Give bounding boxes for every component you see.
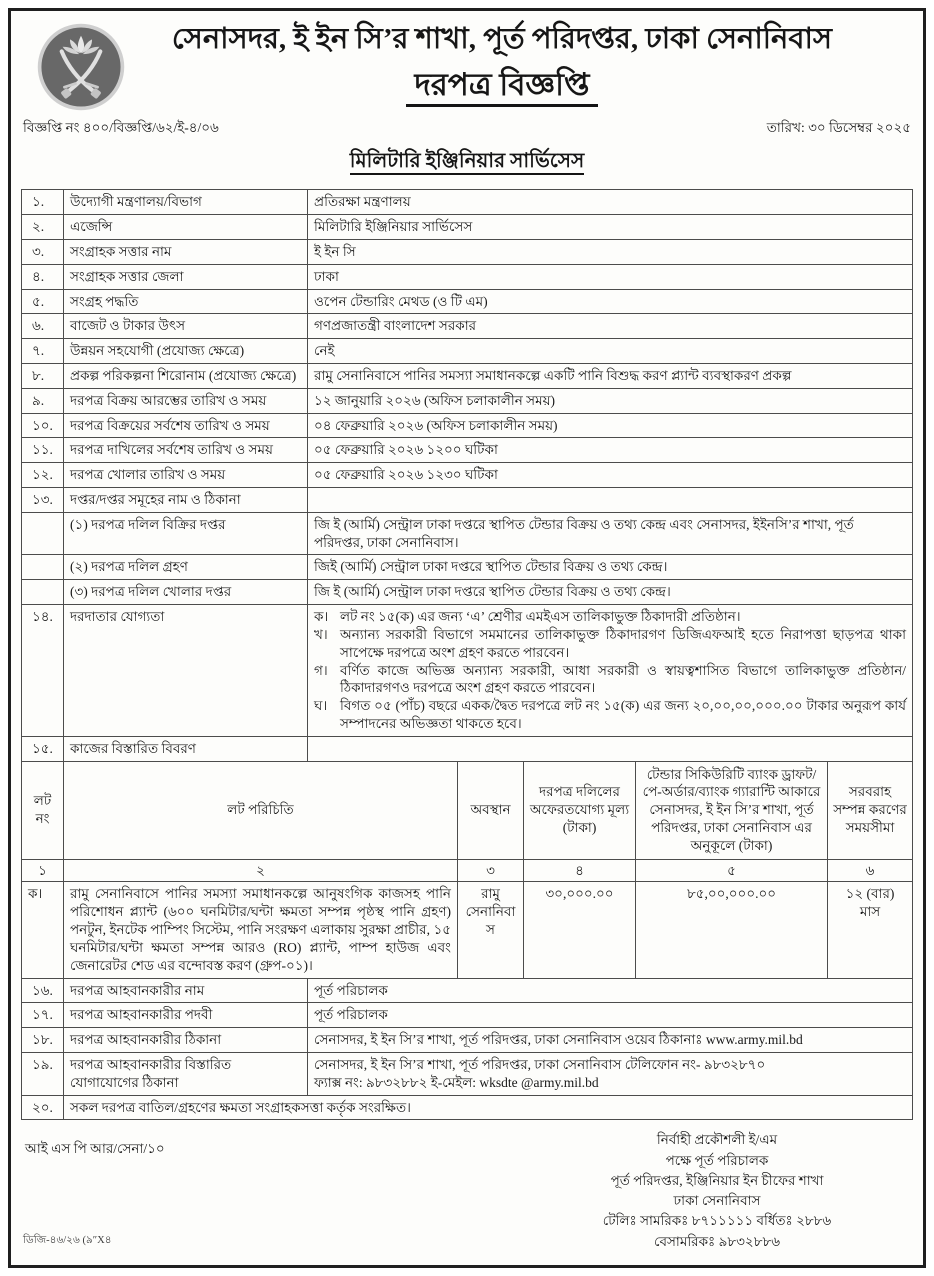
notice-number: বিজ্ঞপ্তি নং ৪০০/বিজ্ঞপ্তি/৬২/ই-৪/০৬ bbox=[23, 120, 219, 136]
signature-line: পক্ষে পূর্ত পরিচালক bbox=[665, 1152, 769, 1168]
row-no: ১১. bbox=[22, 438, 64, 463]
qualification-item bbox=[314, 608, 906, 626]
signature-line: টেলিঃ সামরিকঃ ৮৭১১১১১ বর্ধিতঃ ২৮৮৬ bbox=[602, 1213, 832, 1229]
row-label: এজেন্সি bbox=[64, 215, 308, 240]
contact-line-1: সেনাসদর, ই ইন সি’র শাখা, পূর্ত পরিদপ্তর, ঢাকা সেনানিবাস টেলিফোন নং- ৯৮৩২৮৭০ bbox=[314, 1056, 766, 1072]
subrow-label: (২) দরপত্র দলিল গ্রহণ bbox=[64, 555, 308, 580]
row-label: দরপত্র আহবানকারীর পদবী bbox=[64, 1003, 308, 1028]
row-no: ১৪. bbox=[22, 605, 64, 737]
tender-info-table bbox=[21, 189, 913, 761]
lot-table-number-row bbox=[22, 859, 913, 882]
row-value: মিলিটারি ইঞ্জিনিয়ার সার্ভিসেস bbox=[308, 215, 913, 240]
row-no-empty bbox=[22, 512, 64, 555]
item-marker: ক। bbox=[314, 609, 329, 625]
item-marker: গ। bbox=[314, 662, 328, 678]
row-no: ৫. bbox=[22, 289, 64, 314]
row-label: উদ্যোগী মন্ত্রণালয়/বিভাগ bbox=[64, 190, 308, 215]
table-row bbox=[22, 463, 913, 488]
row-label: সংগ্রাহক সত্তার জেলা bbox=[64, 264, 308, 289]
lot-completion-time: ১২ (বার) মাস bbox=[828, 882, 913, 978]
row-value: সেনাসদর, ই ইন সি’র শাখা, পূর্ত পরিদপ্তর, ঢাকা সেনানিবাস ওয়েব ঠিকানাঃ www.army.mil.bd bbox=[308, 1028, 913, 1053]
row-value: ০৪ ফেব্রুয়ারি ২০২৬ (অফিস চলাকালীন সময়) bbox=[308, 413, 913, 438]
col-header-completion-time: সরবরাহ সম্পন্ন করণের সময়সীমা bbox=[828, 761, 913, 859]
row-no: ২. bbox=[22, 215, 64, 240]
row-label: দরপত্র বিক্রয়ের সর্বশেষ তারিখ ও সময় bbox=[64, 413, 308, 438]
rights-reserved-text: সকল দরপত্র বাতিল/গ্রহণের ক্ষমতা সংগ্রাহকসত্তা কর্তৃক সংরক্ষিত। bbox=[64, 1095, 913, 1120]
document-subtitle-text: মিলিটারি ইঞ্জিনিয়ার সার্ভিসেস bbox=[350, 150, 584, 175]
signature-line: পূর্ত পরিদপ্তর, ইঞ্জিনিয়ার ইন চীফের শাখা bbox=[610, 1172, 824, 1188]
row-no: ৭. bbox=[22, 339, 64, 364]
row-value: পূর্ত পরিচালক bbox=[308, 1003, 913, 1028]
signature-block bbox=[547, 1130, 887, 1252]
row-label: বাজেট ও টাকার উৎস bbox=[64, 314, 308, 339]
table-row-contact-details bbox=[22, 1052, 913, 1095]
row-label: দরপত্র খোলার তারিখ ও সময় bbox=[64, 463, 308, 488]
row-no: ১৯. bbox=[22, 1052, 64, 1095]
row-value: ০৫ ফেব্রুয়ারি ২০২৬ ১২০০ ঘটিকা bbox=[308, 438, 913, 463]
table-row bbox=[22, 239, 913, 264]
lot-no: ক। bbox=[22, 882, 64, 978]
document-header bbox=[21, 17, 913, 179]
row-value: পূর্ত পরিচালক bbox=[308, 978, 913, 1003]
row-label: কাজের বিস্তারিত বিবরণ bbox=[64, 736, 308, 761]
subrow-value: জি ই (আর্মি) সেন্ট্রাল ঢাকা দপ্তরে স্থাপিত টেন্ডার বিক্রয় ও তথ্য কেন্দ্র এবং সেনাসদর, ইইনসি’র শাখা, পূর্ত পরিদপ্তর, ঢাকা সেনানিবাস। bbox=[308, 512, 913, 555]
print-code: ডিজি-৪৬/২৬ (৯″X৪ bbox=[23, 1235, 112, 1247]
table-subrow bbox=[22, 512, 913, 555]
table-subrow bbox=[22, 580, 913, 605]
row-label: দরপত্র আহবানকারীর নাম bbox=[64, 978, 308, 1003]
signature-line: নির্বাহী প্রকৌশলী ই/এম bbox=[656, 1132, 778, 1148]
qualification-item bbox=[314, 697, 906, 733]
col-header-tender-security: টেন্ডার সিকিউরিটি ব্যাংক ড্রাফট/পে-অর্ডার/ব্যাংক গ্যারান্টি আকারে সেনাসদর, ই ইন সি’র শাখা, পূর্ত পরিদপ্তর, ঢাকা সেনানিবাস এর অনুকূলে (টাকা) bbox=[636, 761, 828, 859]
document-title-text: দরপত্র বিজ্ঞপ্তি bbox=[406, 67, 597, 107]
lot-table-header-row bbox=[22, 761, 913, 859]
table-row bbox=[22, 264, 913, 289]
row-label: প্রকল্প পরিকল্পনা শিরোনাম (প্রযোজ্য ক্ষেত্রে) bbox=[64, 363, 308, 388]
signature-line: ঢাকা সেনানিবাস bbox=[673, 1193, 761, 1209]
row-no: ৮. bbox=[22, 363, 64, 388]
item-marker: খ। bbox=[314, 626, 328, 642]
table-row-rights-reserved bbox=[22, 1095, 913, 1120]
item-text: বিগত ০৫ (পাঁচ) বছরে একক/দ্বৈত দরপত্রে লট নং ১৫(ক) এর জন্য ২০,০০,০০,০০০.০০ টাকার অনুরূপ কার্য সম্পাদনের অভিজ্ঞতা থাকতে হবে। bbox=[340, 698, 906, 731]
item-text: বর্ণিত কাজে অভিজ্ঞ অন্যান্য সরকারী, আধা সরকারী ও স্বায়ত্বশাসিত বিভাগে তালিকাভুক্ত প্রতিষ্ঠান/ঠিকাদারগণও দরপত্রে অংশ গ্রহণ করতে পারবেন। bbox=[340, 662, 906, 696]
col-header-location: অবস্থান bbox=[458, 761, 524, 859]
row-no: ১৩. bbox=[22, 488, 64, 513]
col-header-lot-identity: লট পরিচিতি bbox=[64, 761, 458, 859]
table-row bbox=[22, 413, 913, 438]
col-header-doc-price: দরপত্র দলিলের অফেরতযোগ্য মূল্য (টাকা) bbox=[524, 761, 636, 859]
lot-table bbox=[21, 761, 913, 979]
col-number: ৫ bbox=[636, 859, 828, 882]
row-value: ১২ জানুয়ারি ২০২৬ (অফিস চলাকালীন সময়) bbox=[308, 388, 913, 413]
row-value: গণপ্রজাতন্ত্রী বাংলাদেশ সরকার bbox=[308, 314, 913, 339]
army-crest-svg bbox=[35, 21, 127, 113]
row-label: দরপত্র বিক্রয় আরম্ভের তারিখ ও সময় bbox=[64, 388, 308, 413]
row-no: ১৬. bbox=[22, 978, 64, 1003]
table-row bbox=[22, 388, 913, 413]
notice-date: তারিখ: ৩০ ডিসেম্বর ২০২৫ bbox=[766, 120, 911, 136]
col-number: ৩ bbox=[458, 859, 524, 882]
row-no: ১. bbox=[22, 190, 64, 215]
table-row bbox=[22, 314, 913, 339]
row-label: সংগ্রহ পদ্ধতি bbox=[64, 289, 308, 314]
lot-location: রামু সেনানিবাস bbox=[458, 882, 524, 978]
row-no: ১২. bbox=[22, 463, 64, 488]
row-value-empty bbox=[308, 736, 913, 761]
col-number: ২ bbox=[64, 859, 458, 882]
subrow-label: (৩) দরপত্র দলিল খোলার দপ্তর bbox=[64, 580, 308, 605]
lot-doc-price: ৩০,০০০.০০ bbox=[524, 882, 636, 978]
ispr-reference: আই এস পি আর/সেনা/১০ bbox=[25, 1141, 165, 1157]
row-no: ৩. bbox=[22, 239, 64, 264]
row-no: ৪. bbox=[22, 264, 64, 289]
row-no-empty bbox=[22, 580, 64, 605]
col-header-lot-no: লট নং bbox=[22, 761, 64, 859]
document-title bbox=[21, 57, 913, 115]
row-label: দপ্তর/দপ্তর সমূহের নাম ও ঠিকানা bbox=[64, 488, 308, 513]
row-label: দরপত্র আহবানকারীর বিস্তারিত যোগাযোগের ঠিকানা bbox=[64, 1052, 308, 1095]
row-value: ওপেন টেন্ডারিং মেথড (ও টি এম) bbox=[308, 289, 913, 314]
row-label: দরপত্র দাখিলের সর্বশেষ তারিখ ও সময় bbox=[64, 438, 308, 463]
item-marker: ঘ। bbox=[314, 698, 328, 714]
table-row bbox=[22, 289, 913, 314]
row-no: ১৮. bbox=[22, 1028, 64, 1053]
col-number: ৬ bbox=[828, 859, 913, 882]
subrow-label: (১) দরপত্র দলিল বিক্রির দপ্তর bbox=[64, 512, 308, 555]
contact-line-2: ফ্যাক্স নং: ৯৮৩২৮৮২ ই-মেইল: wksdte @army.mil.bd bbox=[314, 1074, 599, 1090]
table-row bbox=[22, 978, 913, 1003]
item-text: অন্যান্য সরকারী বিভাগে সমমানের তালিকাভুক্ত ঠিকাদারগণ ডিজিএফআই হতে নিরাপত্তা ছাড়পত্র থাকা সাপেক্ষে দরপত্রে অংশ গ্রহণ করতে পারবেন। bbox=[340, 626, 906, 660]
table-row bbox=[22, 363, 913, 388]
contact-info-table bbox=[21, 978, 913, 1121]
row-no: ১০. bbox=[22, 413, 64, 438]
lot-data-row bbox=[22, 882, 913, 978]
tender-notice-page bbox=[8, 8, 926, 1268]
notice-meta-row bbox=[21, 117, 913, 140]
row-value: প্রতিরক্ষা মন্ত্রণালয় bbox=[308, 190, 913, 215]
item-text: লট নং ১৫(ক) এর জন্য ‘এ’ শ্রেণীর এমইএস তালিকাভুক্ত ঠিকাদারী প্রতিষ্ঠান। bbox=[340, 609, 741, 625]
table-row bbox=[22, 215, 913, 240]
subrow-value: জি ই (আর্মি) সেন্ট্রাল ঢাকা দপ্তরে স্থাপিত টেন্ডার বিক্রয় ও তথ্য কেন্দ্র। bbox=[308, 580, 913, 605]
row-value-empty bbox=[308, 488, 913, 513]
table-row bbox=[22, 339, 913, 364]
col-number: ১ bbox=[22, 859, 64, 882]
table-row-qualifications bbox=[22, 605, 913, 737]
subrow-value: জিই (আর্মি) সেন্ট্রাল ঢাকা দপ্তরে স্থাপিত টেন্ডার বিক্রয় ও তথ্য কেন্দ্র। bbox=[308, 555, 913, 580]
table-row-work-details bbox=[22, 736, 913, 761]
table-row bbox=[22, 1003, 913, 1028]
qualification-list bbox=[308, 605, 913, 737]
document-subtitle bbox=[21, 146, 913, 179]
row-label: দরপত্র আহবানকারীর ঠিকানা bbox=[64, 1028, 308, 1053]
lot-description: রামু সেনানিবাসে পানির সমস্যা সমাধানকল্পে আনুষংগিক কাজসহ পানি পরিশোধন প্ল্যান্ট (৬০০ ঘনমিটার/ঘন্টা ক্ষমতা সম্পন্ন পৃষ্ঠস্থ পানি গ্রহণ) পনটুন, ইনটেক পাম্পিং সিস্টেম, পানি সংরক্ষণ এলাকায় সুরক্ষা প্রাচীর, ১৫ ঘনমিটার/ঘন্টা ক্ষমতা সম্পন্ন আরও (RO) প্ল্যান্ট, পাম্প হাউজ এবং জেনারেটর শেড এর বন্দোবস্ত করণ (গ্রুপ-০১)। bbox=[64, 882, 458, 978]
row-value: ০৫ ফেব্রুয়ারি ২০২৬ ১২৩০ ঘটিকা bbox=[308, 463, 913, 488]
qualification-item bbox=[314, 626, 906, 662]
qualification-item bbox=[314, 662, 906, 698]
col-number: ৪ bbox=[524, 859, 636, 882]
table-row bbox=[22, 1028, 913, 1053]
org-title: সেনাসদর, ই ইন সি’র শাখা, পূর্ত পরিদপ্তর, ঢাকা সেনানিবাস bbox=[171, 23, 833, 55]
table-row bbox=[22, 190, 913, 215]
row-label: সংগ্রাহক সত্তার নাম bbox=[64, 239, 308, 264]
table-row bbox=[22, 438, 913, 463]
row-no: ২০. bbox=[22, 1095, 64, 1120]
row-label: উন্নয়ন সহযোগী (প্রযোজ্য ক্ষেত্রে) bbox=[64, 339, 308, 364]
row-value: ঢাকা bbox=[308, 264, 913, 289]
row-no: ৬. bbox=[22, 314, 64, 339]
row-no-empty bbox=[22, 555, 64, 580]
table-row-offices-header bbox=[22, 488, 913, 513]
row-label: দরদাতার যোগ্যতা bbox=[64, 605, 308, 737]
row-value: নেই bbox=[308, 339, 913, 364]
row-no: ১৭. bbox=[22, 1003, 64, 1028]
row-value: ই ইন সি bbox=[308, 239, 913, 264]
lot-tender-security: ৮৫,০০,০০০.০০ bbox=[636, 882, 828, 978]
row-value: রামু সেনানিবাসে পানির সমস্যা সমাধানকল্পে একটি পানি বিশুদ্ধ করণ প্ল্যান্ট ব্যবস্থাকরণ প্রকল্প bbox=[308, 363, 913, 388]
row-value bbox=[308, 1052, 913, 1095]
table-subrow bbox=[22, 555, 913, 580]
row-no: ৯. bbox=[22, 388, 64, 413]
army-crest-logo-icon bbox=[35, 21, 127, 113]
signature-line: বেসামরিকঃ ৯৮৩২৮৮৬ bbox=[654, 1233, 780, 1249]
document-footer bbox=[21, 1130, 913, 1252]
row-no: ১৫. bbox=[22, 736, 64, 761]
